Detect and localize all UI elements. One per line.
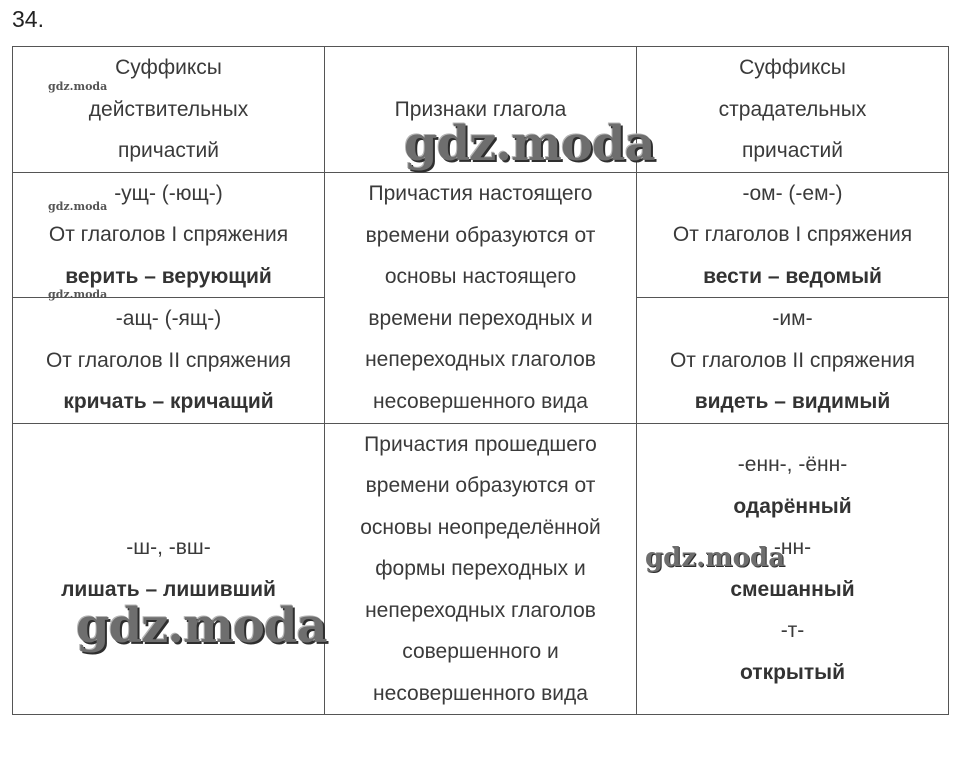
active-first-conj-label: От глаголов I спряжения — [48, 223, 289, 246]
past-desc-line-1: Причастия прошедшего — [364, 432, 597, 456]
watermark-small-2: gdz.moda — [48, 200, 108, 213]
header-left-line-2: действительных — [88, 97, 249, 121]
passive-past-example-1: одарённый — [733, 494, 852, 518]
passive-second-conj-example: видеть – видимый — [694, 390, 891, 413]
active-first-conj-example: верить – верующий — [65, 264, 272, 288]
past-desc-line-4: формы переходных и — [375, 557, 586, 580]
present-desc-line-4: времени переходных и — [368, 306, 593, 330]
active-past-example: лишать – лишивший — [61, 577, 276, 601]
watermark-small-1: gdz.moda — [48, 80, 108, 93]
active-suffix-sh: -ш-, -вш- — [126, 536, 211, 560]
header-active-suffixes — [13, 47, 325, 173]
passive-suffix-im: -им- — [772, 307, 813, 330]
passive-past-example-3: открытый — [740, 660, 845, 684]
active-suffix-ush: -ущ- (-ющ-) — [114, 181, 223, 205]
active-suffix-ash: -ащ- (-ящ-) — [115, 307, 222, 330]
passive-first-conjugation-cell — [637, 172, 949, 298]
active-second-conjugation-cell — [13, 298, 325, 424]
header-passive-suffixes — [637, 47, 949, 173]
watermark-medium: gdz.moda — [645, 543, 786, 573]
passive-suffix-nn: -нн- — [773, 536, 812, 560]
passive-second-conjugation-cell — [637, 298, 949, 424]
passive-suffix-t: -т- — [780, 619, 805, 643]
header-middle-text: Признаки глагола — [394, 97, 567, 121]
present-desc-line-1: Причастия настоящего — [368, 182, 593, 205]
watermark-small-3: gdz.moda — [48, 288, 108, 301]
active-second-conj-example: кричать – кричащий — [63, 390, 274, 413]
past-desc-line-2: времени образуются от — [365, 474, 596, 497]
past-tense-row — [13, 423, 949, 715]
watermark-large-1: gdz.moda — [404, 116, 655, 172]
past-desc-line-7: несовершенного вида — [373, 681, 588, 705]
task-number: 34. — [12, 6, 44, 32]
header-right-line-2: страдательных — [718, 97, 867, 121]
past-desc-line-5: непереходных глаголов — [365, 598, 596, 622]
watermark-large-2: gdz.moda — [76, 598, 327, 654]
past-participle-description — [325, 423, 637, 715]
present-first-conjugation-row — [13, 172, 949, 298]
active-first-conjugation-cell — [13, 172, 325, 298]
passive-suffix-om: -ом- (-ем-) — [742, 181, 843, 205]
present-desc-line-6: несовершенного вида — [373, 389, 588, 413]
passive-first-conj-label: От глаголов I спряжения — [672, 223, 913, 246]
past-desc-line-6: совершенного и — [402, 640, 559, 663]
present-participle-description — [325, 172, 637, 423]
passive-second-conj-label: От глаголов II спряжения — [669, 348, 916, 372]
present-desc-line-3: основы настоящего — [384, 265, 577, 288]
header-right-line-3: причастий — [742, 139, 843, 162]
present-desc-line-2: времени образуются от — [365, 223, 596, 247]
passive-first-conj-example: вести – ведомый — [703, 264, 882, 288]
header-left-line-3: причастий — [118, 139, 219, 162]
passive-suffix-enn: -енн-, -ённ- — [737, 453, 848, 477]
active-second-conj-label: От глаголов II спряжения — [45, 348, 292, 372]
passive-past-example-2: смешанный — [730, 577, 855, 601]
active-past-cell — [13, 423, 325, 715]
header-right-line-1: Суффиксы — [739, 56, 846, 79]
past-desc-line-3: основы неопределённой — [360, 515, 601, 539]
header-left-line-1: Суффиксы — [115, 56, 222, 79]
present-desc-line-5: непереходных глаголов — [365, 348, 596, 371]
